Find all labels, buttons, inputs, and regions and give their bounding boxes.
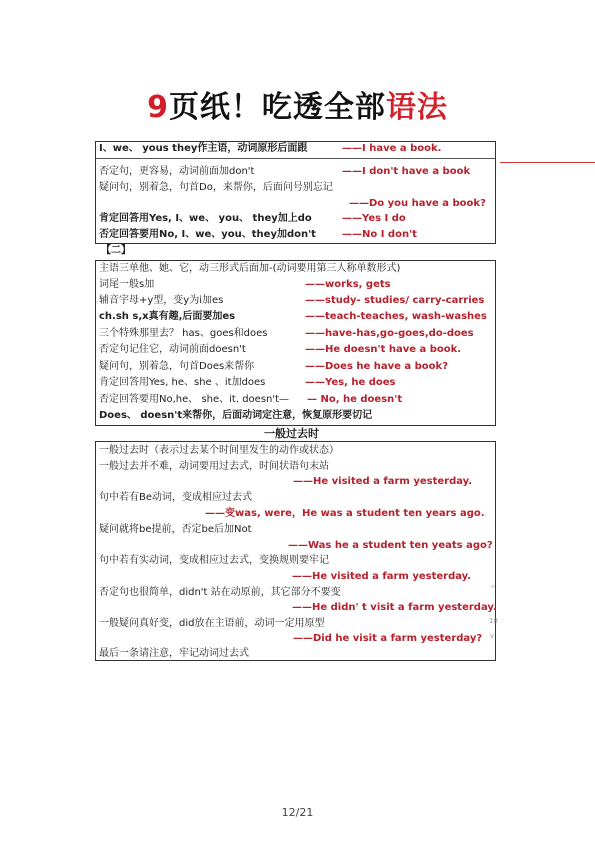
title-accent: 语法 [385, 90, 448, 125]
sec3-example-5: ——He visited a farm yesterday. [292, 571, 472, 582]
section-1-box [95, 141, 496, 244]
sec2-row-6 [99, 344, 462, 356]
sec2-row-10 [99, 410, 372, 422]
sec2-row-10-rule: Does、 doesn't来帮你，后面动词定注意，恢复原形要切记 [99, 410, 373, 421]
sec2-row-7-rule: 疑问句，别着急，句首Does来帮你 [99, 361, 255, 372]
sec3-line-3: 句中若有Be动词，变成相应过去式 [99, 492, 253, 503]
sec2-row-4 [99, 311, 487, 323]
sec2-row-6-example: ——He doesn't have a book. [305, 344, 462, 355]
sec2-row-4-rule: ch.sh s,x真有趣,后面要加es [99, 311, 236, 322]
scroll-up-icon: ^ [490, 585, 496, 593]
sec2-row-9-example: — No, he doesn't [307, 394, 403, 405]
sec3-line-5: 句中若有实动词，变成相应过去式，变换规则要牢记 [99, 555, 329, 566]
sec2-row-7-example: ——Does he have a book? [305, 361, 448, 372]
sec2-row-3 [99, 295, 485, 307]
section-2-box [95, 260, 496, 426]
sec1-row-6-rule: 否定回答要用No, I、we、you、they加don't [99, 229, 316, 240]
section-3-box [95, 441, 496, 661]
sec1-row-1-example: ——I have a book. [342, 143, 442, 154]
side-number: 18 [489, 617, 498, 625]
sec2-row-5-example: ——have-has,go-goes,do-does [305, 328, 474, 339]
sec2-row-1-rule: 主语三单他、她、它，动三形式后面加-(动词要用第三人称单数形式) [99, 263, 401, 274]
sec3-example-6: ——He didn' t visit a farm yesterday. [292, 602, 497, 613]
sec1-row-3 [99, 182, 333, 194]
sec3-example-4: ——Was he a student ten yeats ago? [288, 540, 493, 551]
sec2-row-6-rule: 否定句记住它，动词前面doesn't [99, 344, 246, 355]
sec2-row-5 [99, 328, 474, 340]
sec1-row-1 [99, 143, 442, 155]
sec1-row-2-example: ——I don't have a book [342, 166, 471, 177]
sec3-line-8: 最后一条请注意，牢记动词过去式 [99, 648, 249, 659]
sec2-row-8 [99, 377, 396, 389]
sec1-row-4-example: ——Do you have a book? [349, 198, 486, 209]
scroll-down-icon: v [490, 632, 495, 640]
sec3-example-7: ——Did he visit a farm yesterday? [293, 633, 483, 644]
margin-line [500, 162, 595, 163]
sec3-example-3: ——变was, were，He was a student ten years ago. [205, 508, 485, 519]
sec1-row-6 [99, 229, 417, 241]
sec2-row-7 [99, 361, 448, 373]
page-title [0, 82, 595, 126]
sec2-row-3-rule: 辅音宇母+y型，变y为i加es [99, 295, 224, 306]
sec1-row-2-rule: 否定句，更容易，动词前面加don't [99, 166, 255, 177]
sec2-row-8-example: ——Yes, he does [305, 377, 396, 388]
sec1-row-2 [99, 166, 471, 178]
sec2-row-8-rule: 肯定回答用Yes, he、she 、it加does [99, 377, 266, 388]
sec3-line-1: 一般过去时（表示过去某个时间里发生的动作或状态） [99, 445, 339, 456]
section-2-label: 【二】 [101, 245, 131, 256]
sec1-row-5-rule: 肯定回答用Yes, I、we、 you、 they加上do [99, 213, 312, 224]
sec1-row-5 [99, 213, 406, 225]
sec3-example-2: ——He visited a farm yesterday. [293, 476, 473, 487]
sec2-row-1 [99, 263, 400, 275]
sec3-line-4: 疑问就将be提前，否定be后加Not [99, 524, 252, 535]
sec3-line-6: 否定句也很简单，didn't 站在动原前，其它部分不要变 [99, 587, 341, 598]
section-3-title: 一般过去时 [264, 427, 319, 440]
sec2-row-2 [99, 279, 391, 291]
sec1-row-3-rule: 疑问句，别着急，句首Do，来帮你，后面问号别忘记 [99, 182, 333, 193]
sec2-row-9 [99, 394, 403, 406]
title-number: 9 [147, 90, 169, 125]
sec2-row-9-rule: 否定回答要用No,he、 she、it. doesn't— [99, 394, 290, 405]
sec3-line-7: 一般疑问真好变，did放在主语前，动词一定用原型 [99, 618, 325, 629]
page-number: 12/21 [281, 806, 314, 819]
title-main: 页纸！吃透全部 [168, 90, 386, 125]
sec1-row-1-rule: I、we、 yous they作主语，动词原形后面跟 [99, 143, 308, 154]
sec2-row-4-example: ——teach-teaches, wash-washes [305, 311, 487, 322]
sec2-row-2-rule: 词尾一般s加 [99, 279, 155, 290]
divider [96, 158, 495, 159]
sec2-row-3-example: ——study- studies/ carry-carries [305, 295, 485, 306]
sec3-line-2: 一般过去并不难，动词要用过去式，时间状语句末站 [99, 461, 329, 472]
sec2-row-2-example: ——works, gets [305, 279, 391, 290]
sec1-row-6-example: ——No I don't [342, 229, 417, 240]
sec1-row-5-example: ——Yes I do [342, 213, 406, 224]
sec2-row-5-rule: 三个特殊那里去？ has、goes和does [99, 328, 268, 339]
